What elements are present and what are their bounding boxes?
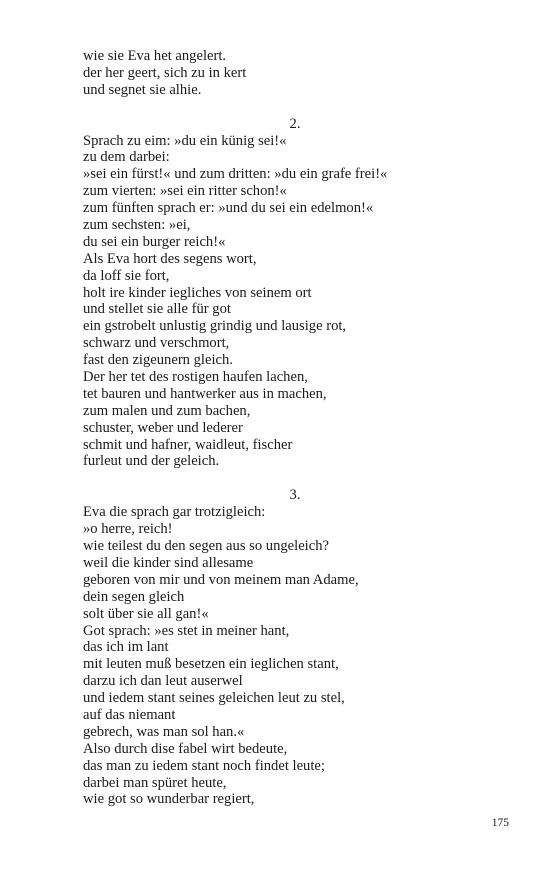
poem-line: fast den zigeunern gleich. [83, 352, 233, 369]
poem-line: schwarz und verschmort, [83, 335, 230, 352]
poem-line: darzu ich dan leut auserwel [83, 673, 243, 690]
poem-line: wie teilest du den segen aus so ungeleich? [83, 538, 329, 555]
poem-line: »o herre, reich! [83, 521, 173, 538]
stanza-number: 2. [289, 115, 301, 132]
poem-line: schuster, weber und lederer [83, 419, 243, 436]
poem-line: tet bauren und hantwerker aus in machen, [83, 385, 327, 402]
poem-line: furleut und der geleich. [83, 453, 220, 470]
poem-line: darbei man spüret heute, [83, 774, 227, 791]
poem-line: zu dem darbei: [83, 149, 170, 166]
poem-line: das ich im lant [83, 639, 169, 656]
poem-line: und stellet sie alle für got [83, 301, 231, 318]
poem-line: weil die kinder sind allesame [83, 554, 254, 571]
poem-line: das man zu iedem stant noch findet leute; [83, 757, 325, 774]
poem-line: und iedem stant seines geleichen leut zu stel, [83, 690, 345, 707]
poem-line: du sei ein burger reich!« [83, 233, 226, 250]
poem-line: dein segen gleich [83, 588, 185, 605]
poem-line: und segnet sie alhie. [83, 81, 202, 98]
poem-line: schmit und hafner, waidleut, fischer [83, 436, 293, 453]
poem-line: zum malen und zum bachen, [83, 402, 251, 419]
poem-line: Got sprach: »es stet in meiner hant, [83, 622, 290, 639]
poem-line: wie sie Eva het angelert. [83, 48, 227, 64]
poem-line: holt ire kinder iegliches von seinem ort [83, 284, 312, 301]
poem-line: zum sechsten: »ei, [83, 217, 191, 234]
poem-line: wie got so wunderbar regiert, [83, 791, 255, 808]
poem-line: Also durch dise fabel wirt bedeute, [83, 740, 288, 757]
poem-line: zum fünften sprach er: »und du sei ein edelmon!« [83, 200, 374, 217]
page-number: 175 [491, 817, 509, 829]
poem-line: da loff sie fort, [83, 267, 170, 284]
poem-line: geboren von mir und von meinem man Adame, [83, 571, 359, 588]
stanza-gap [83, 99, 523, 116]
poem-line: »sei ein fürst!« und zum dritten: »du ein grafe frei!« [83, 166, 388, 183]
poem-line: Sprach zu eim: »du ein künig sei!« [83, 132, 287, 149]
poem-line: ein gstrobelt unlustig grindig und lausige rot, [83, 318, 347, 335]
poem-line: zum vierten: »sei ein ritter schon!« [83, 183, 287, 200]
poem-line: der her geert, sich zu in kert [83, 64, 247, 81]
poem-line: Der her tet des rostigen haufen lachen, [83, 369, 308, 386]
poem-line: Eva die sprach gar trotzigleich: [83, 504, 266, 521]
poem-line: mit leuten muß besetzen ein ieglichen stant, [83, 656, 339, 673]
stanza-gap [83, 470, 523, 487]
poem-line: gebrech, was man sol han.« [83, 723, 245, 740]
stanza-number: 3. [289, 487, 301, 504]
poem-line: Als Eva hort des segens wort, [83, 250, 257, 267]
poem-line: solt über sie all gan!« [83, 605, 209, 622]
poem-line: auf das niemant [83, 706, 176, 723]
poem-text [83, 48, 523, 808]
